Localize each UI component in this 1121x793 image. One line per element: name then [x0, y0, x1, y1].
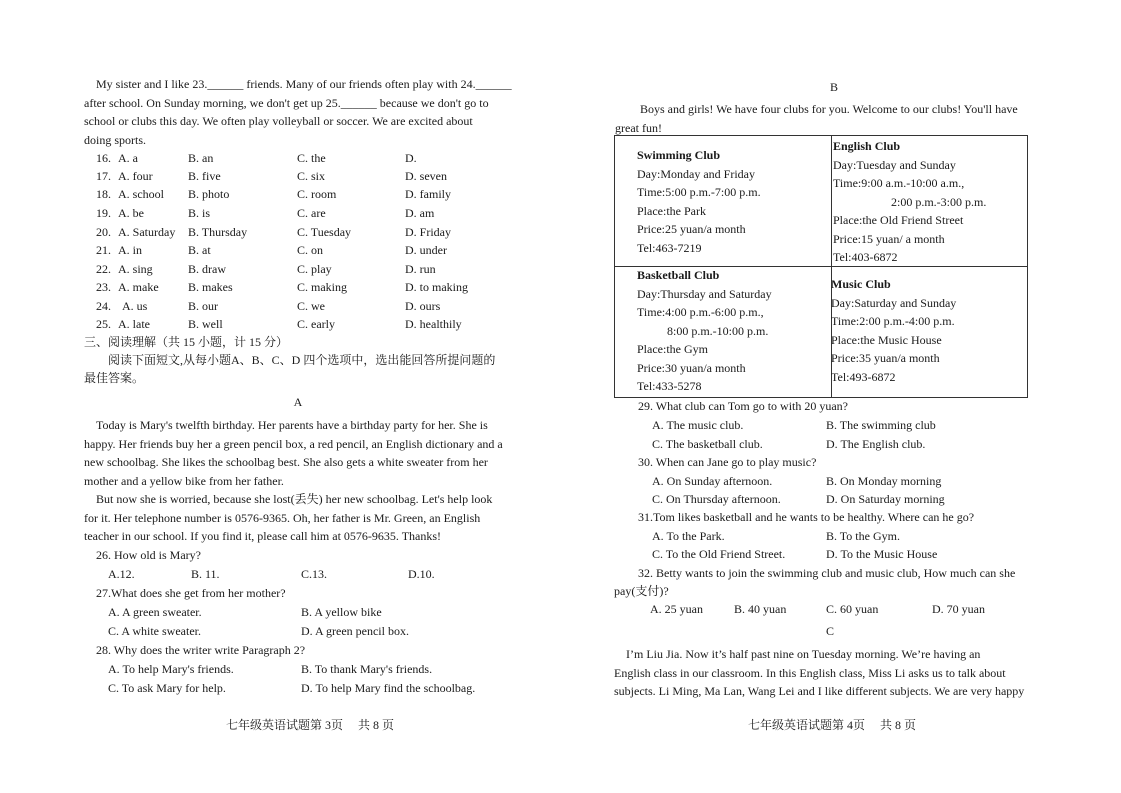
option-d: D. to making [405, 280, 468, 294]
option-b: B. five [188, 169, 221, 183]
passage-a-label: A [293, 395, 303, 409]
intro-line: Boys and girls! We have four clubs for you. Welcome to our clubs! You'll have [640, 102, 1018, 116]
q28-option-d: D. To help Mary find the schoolbag. [301, 681, 476, 695]
text-line: happy. Her friends buy her a green pencil box, a red pencil, an English dictionary and a [84, 436, 503, 451]
q26-option-a: A.12. [108, 567, 135, 581]
club-detail: Place:the Music House [831, 332, 942, 347]
option-c: C. the [297, 151, 326, 165]
q31-option-b: B. To the Gym. [826, 529, 900, 543]
option-b: B. our [188, 299, 218, 313]
question-28: 28. Why does the writer write Paragraph 2? [96, 643, 306, 657]
option-d: D. under [405, 243, 447, 257]
q32-option-a: A. 25 yuan [650, 602, 703, 616]
club-detail: 2:00 p.m.-3:00 p.m. [891, 194, 987, 209]
option-a: A. be [118, 206, 144, 220]
text-line: after school. On Sunday morning, we don't get up 25.______ because we don't go to [84, 95, 489, 110]
q29-option-a: A. The music club. [652, 418, 744, 432]
club-detail: Price:15 yuan/ a month [833, 231, 945, 246]
section-instructions-line: 最佳答案。 [84, 371, 145, 385]
option-c: C. on [297, 243, 324, 257]
question-31: 31.Tom likes basketball and he wants to be healthy. Where can he go? [638, 510, 975, 524]
option-d: D. Friday [405, 225, 451, 239]
option-a: A. sing [118, 262, 153, 276]
swimming-club-cell [637, 146, 761, 257]
option-d: D. ours [405, 299, 441, 313]
option-d: D. [405, 151, 417, 165]
q30-option-a: A. On Sunday afternoon. [652, 474, 773, 488]
question-26: 26. How old is Mary? [96, 548, 201, 562]
option-c: C. six [297, 169, 326, 183]
option-a: A. school [118, 187, 164, 201]
page-footer: 七年级英语试题第 3页 共 8 页 [226, 718, 395, 732]
text-line: I’m Liu Jia. Now it’s half past nine on Tuesday morning. We’re having an [626, 647, 981, 661]
q31-option-c: C. To the Old Friend Street. [652, 547, 786, 561]
club-detail: Time:9:00 a.m.-10:00 a.m., [833, 176, 965, 190]
q28-option-c: C. To ask Mary for help. [108, 681, 226, 695]
question-number: 19. [96, 206, 111, 220]
text-line: mother and a yellow bike from her father. [84, 473, 284, 488]
option-b: B. is [188, 206, 211, 220]
option-d: D. healthily [405, 317, 462, 331]
q27-option-a: A. A green sweater. [108, 605, 202, 619]
option-b: B. draw [188, 262, 226, 276]
text-line: for it. Her telephone number is 0576-9365. Oh, her father is Mr. Green, an English [84, 510, 481, 525]
text-line: teacher in our school. If you find it, please call him at 0576-9635. Thanks! [84, 529, 442, 543]
option-a: A. in [118, 243, 142, 257]
option-a: A. four [118, 169, 153, 183]
club-detail: 8:00 p.m.-10:00 p.m. [667, 323, 769, 338]
page-footer: 七年级英语试题第 4页 共 8 页 [748, 718, 917, 732]
english-club-cell [831, 137, 986, 267]
q26-option-d: D.10. [408, 567, 435, 581]
q32-option-d: D. 70 yuan [932, 602, 985, 616]
club-detail: Time:2:00 p.m.-4:00 p.m. [831, 314, 955, 328]
q27-option-b: B. A yellow bike [301, 605, 382, 619]
option-c: C. we [297, 299, 325, 313]
question-number: 22. [96, 262, 111, 276]
club-detail: Day:Tuesday and Sunday [833, 157, 956, 172]
text-line: new schoolbag. She likes the schoolbag best. She also gets a white sweater from her [84, 455, 488, 469]
option-c: C. are [297, 206, 326, 220]
option-b: B. at [188, 243, 211, 257]
option-b: B. well [188, 317, 223, 331]
club-detail: Place:the Old Friend Street [833, 213, 964, 227]
option-d: D. seven [405, 169, 447, 183]
club-name: English Club [833, 139, 901, 153]
q29-option-c: C. The basketball club. [652, 437, 763, 451]
q30-option-c: C. On Thursday afternoon. [652, 492, 781, 506]
music-club-cell [831, 275, 956, 386]
q30-option-d: D. On Saturday morning [826, 492, 945, 506]
option-a: A. late [118, 317, 150, 331]
option-c: C. early [297, 317, 335, 331]
option-d: D. family [405, 187, 451, 201]
question-29: 29. What club can Tom go to with 20 yuan? [638, 399, 849, 413]
option-b: B. Thursday [188, 225, 248, 239]
club-name: Swimming Club [637, 148, 721, 162]
club-detail: Day:Thursday and Saturday [637, 286, 772, 301]
intro-line: great fun! [615, 121, 662, 135]
club-detail: Price:35 yuan/a month [831, 351, 940, 365]
club-detail: Tel:493-6872 [831, 369, 896, 384]
right-page [560, 0, 1121, 793]
question-30: 30. When can Jane go to play music? [638, 455, 817, 469]
text-line: doing sports. [84, 132, 147, 147]
option-d: D. am [405, 206, 435, 220]
text-line: My sister and I like 23.______ friends. Many of our friends often play with 24.______ [96, 77, 512, 91]
passage-b-label: B [829, 80, 838, 94]
basketball-club-cell [637, 266, 772, 396]
question-number: 20. [96, 225, 111, 239]
option-c: C. play [297, 262, 332, 276]
club-detail: Price:25 yuan/a month [637, 222, 746, 236]
club-detail: Place:the Park [637, 203, 706, 218]
q30-option-b: B. On Monday morning [826, 474, 942, 488]
passage-c-label: C [825, 624, 834, 638]
q32-option-b: B. 40 yuan [734, 602, 787, 616]
text-line: But now she is worried, because she lost(丢失) her new schoolbag. Let's help look [96, 492, 493, 506]
option-c: C. Tuesday [297, 225, 352, 239]
question-number: 25. [96, 317, 111, 331]
text-line: Today is Mary's twelfth birthday. Her parents have a birthday party for her. She is [96, 418, 488, 432]
club-name: Music Club [831, 277, 891, 291]
question-number: 23. [96, 280, 111, 294]
question-number: 21. [96, 243, 111, 257]
club-detail: Tel:403-6872 [833, 250, 898, 264]
question-number: 24. [96, 299, 111, 313]
option-a: A. Saturday [118, 225, 176, 239]
question-27: 27.What does she get from her mother? [96, 586, 286, 600]
club-detail: Price:30 yuan/a month [637, 360, 746, 375]
cloze-paragraph [84, 75, 512, 149]
club-detail: Tel:433-5278 [637, 379, 702, 393]
q27-option-d: D. A green pencil box. [301, 624, 409, 638]
q28-option-a: A. To help Mary's friends. [108, 662, 234, 676]
option-a: A. us [122, 299, 148, 313]
club-detail: Place:the Gym [637, 342, 708, 356]
passage-a-paragraph-1 [84, 416, 516, 490]
text-line: subjects. Li Ming, Ma Lan, Wang Lei and I like different subjects. We are very happy [614, 684, 1025, 698]
clubs-table [614, 135, 1028, 398]
club-detail: Time:4:00 p.m.-6:00 p.m., [637, 305, 764, 319]
section-title: 三、阅读理解（共 15 小题，计 15 分） [84, 335, 289, 349]
q27-option-c: C. A white sweater. [108, 624, 201, 638]
option-a: A. a [118, 151, 138, 165]
passage-c-paragraph [614, 645, 1038, 701]
q29-option-b: B. The swimming club [826, 418, 936, 432]
option-c: C. room [297, 187, 337, 201]
q31-option-a: A. To the Park. [652, 529, 725, 543]
club-detail: Day:Monday and Friday [637, 166, 755, 181]
q26-option-b: B. 11. [191, 567, 220, 581]
text-line: school or clubs this day. We often play volleyball or soccer. We are excited about [84, 114, 473, 128]
q28-option-b: B. To thank Mary's friends. [301, 662, 433, 676]
question-number: 18. [96, 187, 111, 201]
club-name: Basketball Club [637, 268, 720, 282]
option-a: A. make [118, 280, 159, 294]
question-32-line: 32. Betty wants to join the swimming club and music club, How much can she [638, 566, 1016, 580]
text-line: English class in our classroom. In this English class, Miss Li asks us to talk about [614, 665, 1006, 680]
option-b: B. photo [188, 187, 230, 201]
club-detail: Day:Saturday and Sunday [831, 295, 957, 310]
q29-option-d: D. The English club. [826, 437, 926, 451]
q26-option-c: C.13. [301, 567, 328, 581]
section-instructions-line: 阅读下面短文,从每小题A、B、C、D 四个选项中，选出能回答所提问题的 [108, 353, 496, 367]
club-detail: Time:5:00 p.m.-7:00 p.m. [637, 185, 761, 199]
left-page [0, 0, 560, 793]
q31-option-d: D. To the Music House [826, 547, 938, 561]
option-c: C. making [297, 280, 347, 294]
question-number: 16. [96, 151, 111, 165]
option-b: B. an [188, 151, 214, 165]
question-number: 17. [96, 169, 111, 183]
option-d: D. run [405, 262, 436, 276]
club-detail: Tel:463-7219 [637, 240, 702, 255]
passage-a-paragraph-2 [84, 490, 516, 546]
q32-option-c: C. 60 yuan [826, 602, 879, 616]
question-32-line: pay(支付)? [614, 584, 669, 598]
option-b: B. makes [188, 280, 233, 294]
